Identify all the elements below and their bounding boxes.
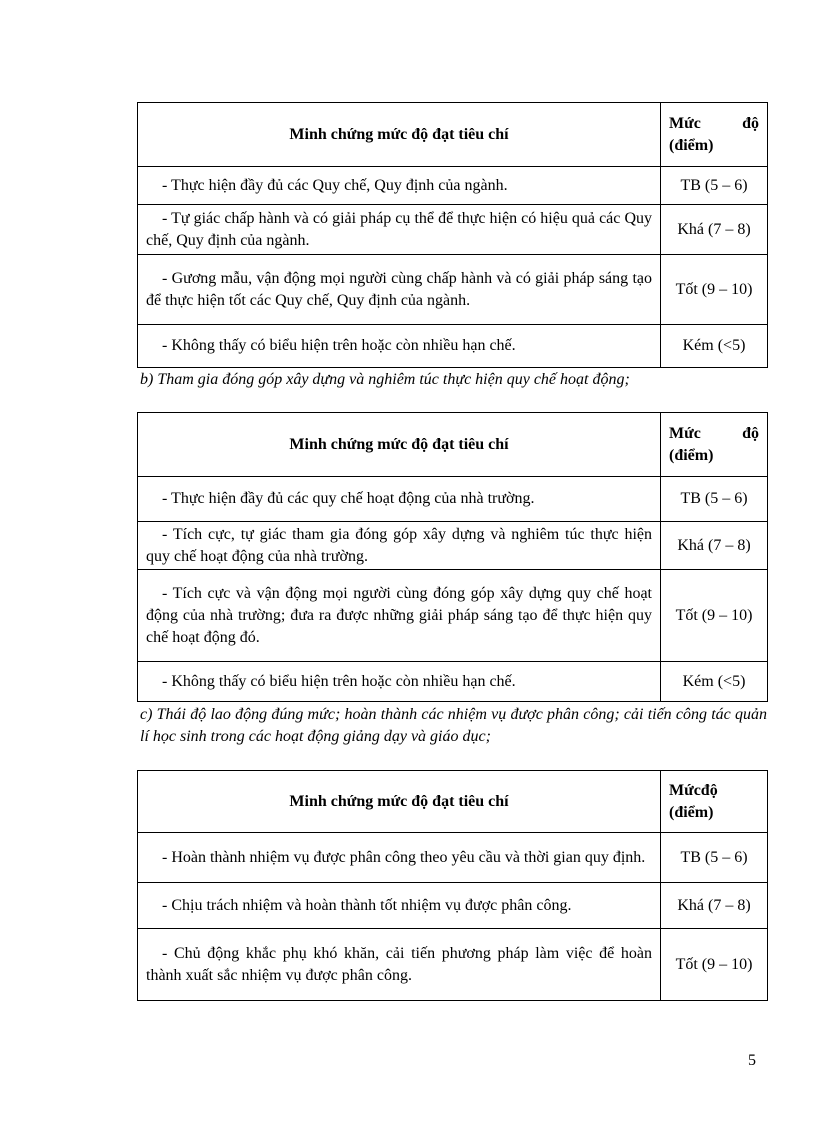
level-value: Kém (<5) [661,325,768,368]
criteria-text: - Thực hiện đầy đủ các Quy chế, Quy định của ngành. [138,167,661,205]
page-number: 5 [748,1052,756,1069]
table-row [138,205,768,255]
criteria-table-3 [137,770,768,1001]
table-row [138,570,768,662]
criteria-text: - Hoàn thành nhiệm vụ được phân công theo yêu cầu và thời gian quy định. [138,833,661,883]
criteria-text: - Không thấy có biểu hiện trên hoặc còn nhiều hạn chế. [138,662,661,702]
criteria-header: Minh chứng mức độ đạt tiêu chí [138,413,661,477]
level-value: Khá (7 – 8) [661,522,768,570]
criteria-text: - Chủ động khắc phụ khó khăn, cải tiến phương pháp làm việc để hoàn thành xuất sắc nhiệm vụ được phân công. [138,929,661,1001]
level-header: Mứcđộ (điểm) [661,771,768,833]
level-value: Khá (7 – 8) [661,205,768,255]
criteria-table-1 [137,102,768,368]
criteria-text: - Không thấy có biểu hiện trên hoặc còn nhiều hạn chế. [138,325,661,368]
level-value: Khá (7 – 8) [661,883,768,929]
table-row [138,929,768,1001]
caption-b: b) Tham gia đóng góp xây dựng và nghiêm túc thực hiện quy chế hoạt động; [140,371,630,388]
table-row [138,883,768,929]
criteria-text: - Thực hiện đầy đủ các quy chế hoạt động của nhà trường. [138,477,661,522]
table-row [138,477,768,522]
criteria-text: - Tự giác chấp hành và có giải pháp cụ thể để thực hiện có hiệu quả các Quy chế, Quy định của ngành. [138,205,661,255]
table-row [138,662,768,702]
criteria-text: - Chịu trách nhiệm và hoàn thành tốt nhiệm vụ được phân công. [138,883,661,929]
criteria-text: - Tích cực, tự giác tham gia đóng góp xây dựng và nghiêm túc thực hiện quy chế hoạt động của nhà trường. [138,522,661,570]
table-header-row [138,103,768,167]
level-value: TB (5 – 6) [661,477,768,522]
table-header-row [138,771,768,833]
table-row [138,833,768,883]
criteria-header: Minh chứng mức độ đạt tiêu chí [138,103,661,167]
level-value: TB (5 – 6) [661,167,768,205]
table-row [138,167,768,205]
level-header: Mức độ (điểm) [661,103,768,167]
criteria-header: Minh chứng mức độ đạt tiêu chí [138,771,661,833]
criteria-text: - Tích cực và vận động mọi người cùng đóng góp xây dựng quy chế hoạt động của nhà trường; đưa ra được những giải pháp sáng tạo để thực hiện quy chế hoạt động đó. [138,570,661,662]
level-value: Tốt (9 – 10) [661,255,768,325]
level-value: Tốt (9 – 10) [661,929,768,1001]
table-row [138,255,768,325]
criteria-table-2 [137,412,768,702]
level-value: TB (5 – 6) [661,833,768,883]
level-value: Kém (<5) [661,662,768,702]
level-header: Mức độ (điểm) [661,413,768,477]
caption-c: c) Thái độ lao động đúng mức; hoàn thành các nhiệm vụ được phân công; cải tiến công tác quản lí học sinh trong các hoạt động giảng dạy và giáo dục; [140,706,767,745]
criteria-text: - Gương mẫu, vận động mọi người cùng chấp hành và có giải pháp sáng tạo để thực hiện tốt các Quy chế, Quy định của ngành. [138,255,661,325]
table-row [138,325,768,368]
level-value: Tốt (9 – 10) [661,570,768,662]
table-row [138,522,768,570]
table-header-row [138,413,768,477]
